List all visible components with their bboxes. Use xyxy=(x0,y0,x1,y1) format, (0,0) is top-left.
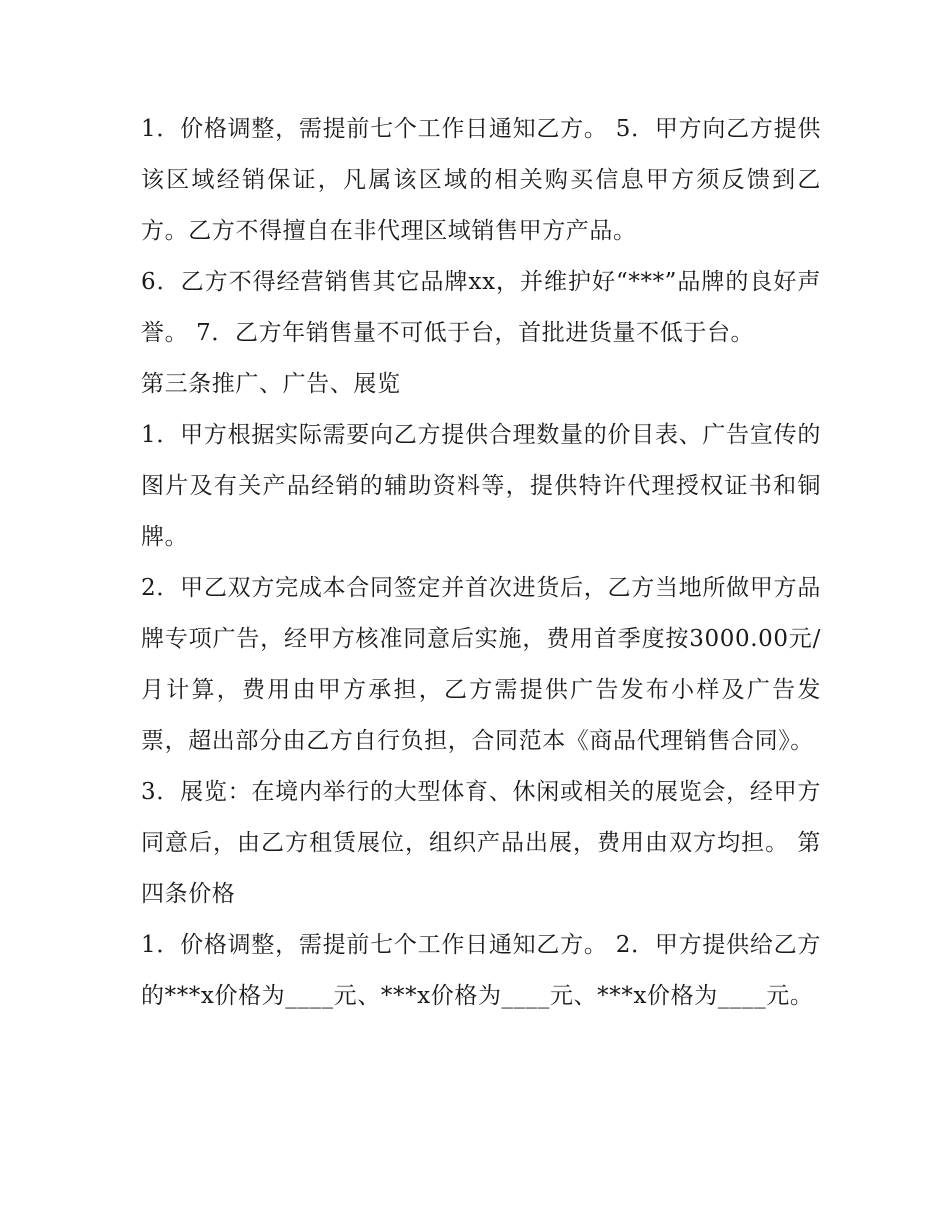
document-body xyxy=(141,104,821,1022)
paragraph-pricing: 1．价格调整，需提前七个工作日通知乙方。 2．甲方提供给乙方的***x价格为____元、***x价格为____元、***x价格为____元。 xyxy=(141,932,821,1009)
paragraph-exhibitions: 3．展览：在境内举行的大型体育、休闲或相关的展览会，经甲方同意后，由乙方租赁展位，组织产品出展，费用由双方均担。 第四条价格 xyxy=(141,779,821,907)
paragraph-price-adjustment-territory: 1．价格调整，需提前七个工作日通知乙方。 5．甲方向乙方提供该区域经销保证，凡属该区域的相关购买信息甲方须反馈到乙方。乙方不得擅自在非代理区域销售甲方产品。 xyxy=(141,116,821,244)
section-heading-promotion: 第三条推广、广告、展览 xyxy=(141,371,401,397)
paragraph-brand-sales-volume: 6．乙方不得经营销售其它品牌xx，并维护好“***”品牌的良好声誉。 7．乙方年销售量不可低于台，首批进货量不低于台。 xyxy=(141,269,821,346)
paragraph-advertising-costs: 2．甲乙双方完成本合同签定并首次进货后，乙方当地所做甲方品牌专项广告，经甲方核准同意后实施，费用首季度按3000.00元/月计算，费用由甲方承担，乙方需提供广告发布小样及广告发票，超出部分由乙方自行负担，合同范本《商品代理销售合同》。 xyxy=(141,575,821,754)
paragraph-promotion-materials: 1．甲方根据实际需要向乙方提供合理数量的价目表、广告宣传的图片及有关产品经销的辅助资料等，提供特许代理授权证书和铜牌。 xyxy=(141,422,821,550)
